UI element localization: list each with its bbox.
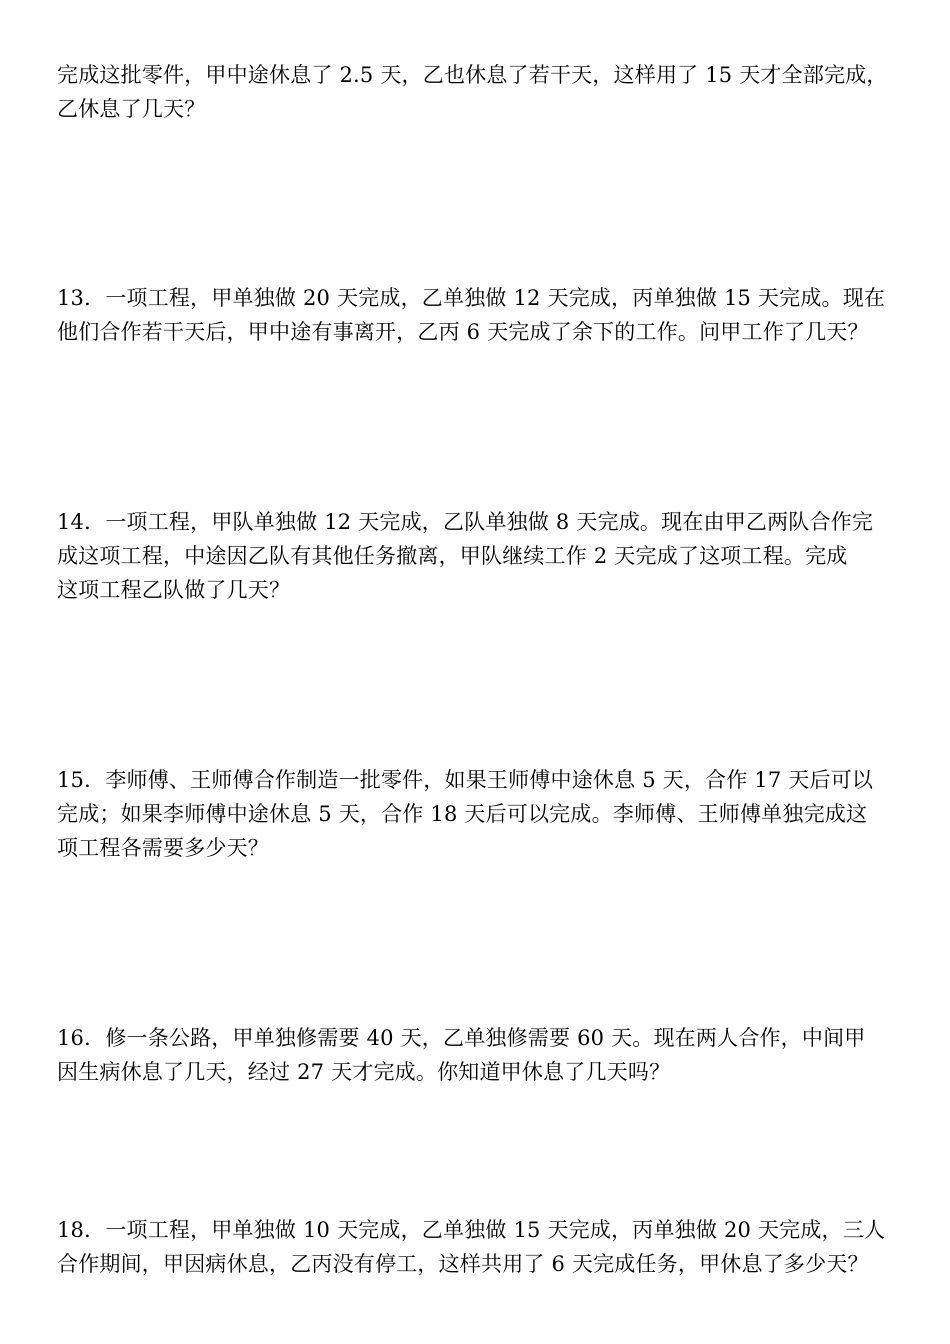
problem-text-line: 14．一项工程，甲队单独做 12 天完成，乙队单独做 8 天完成。现在由甲乙两队合作完	[57, 510, 874, 534]
problem-text-line: 15．李师傅、王师傅合作制造一批零件，如果王师傅中途休息 5 天，合作 17 天后可以	[57, 768, 874, 792]
problem-text-line: 完成这批零件，甲中途休息了 2.5 天，乙也休息了若干天，这样用了 15 天才全部完成，	[57, 63, 888, 87]
problem-text-line: 合作期间，甲因病休息，乙丙没有停工，这样共用了 6 天完成任务，甲休息了多少天？	[57, 1252, 869, 1276]
problem-text-line: 这项工程乙队做了几天？	[57, 578, 291, 602]
problem-text-line: 成这项工程，中途因乙队有其他任务撤离，甲队继续工作 2 天完成了这项工程。完成	[57, 544, 848, 568]
problem-text-line: 13．一项工程，甲单独做 20 天完成，乙单独做 12 天完成，丙单独做 15 天完成。现在	[57, 286, 886, 310]
problem-text-line: 完成；如果李师傅中途休息 5 天，合作 18 天后可以完成。李师傅、王师傅单独完成这	[57, 802, 868, 826]
problem-text-line: 他们合作若干天后，甲中途有事离开，乙丙 6 天完成了余下的工作。问甲工作了几天？	[57, 320, 869, 344]
problem-text-line: 乙休息了几天？	[57, 97, 206, 121]
problem-text-line: 因生病休息了几天，经过 27 天才完成。你知道甲休息了几天吗？	[57, 1060, 671, 1084]
problem-text-line: 16．修一条公路，甲单独修需要 40 天，乙单独修需要 60 天。现在两人合作，中间甲	[57, 1026, 866, 1050]
problem-text-line: 18．一项工程，甲单独做 10 天完成，乙单独做 15 天完成，丙单独做 20 天完成，三人	[57, 1218, 886, 1242]
problem-text-line: 项工程各需要多少天？	[57, 836, 269, 860]
